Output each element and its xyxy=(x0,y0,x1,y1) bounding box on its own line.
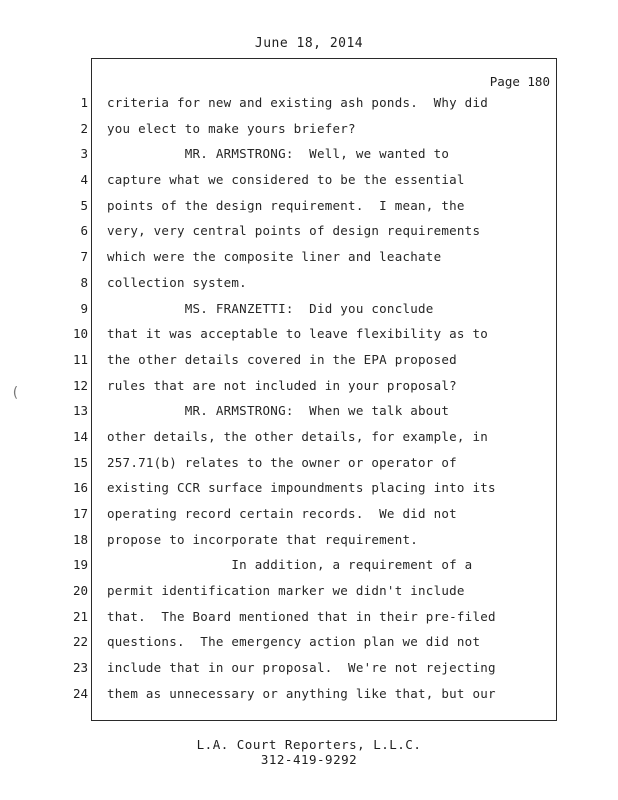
line-number: 22 xyxy=(72,634,88,650)
transcript-line: questions. The emergency action plan we did not xyxy=(107,634,481,650)
transcript-text xyxy=(107,96,547,713)
line-number: 6 xyxy=(80,223,88,239)
line-number: 3 xyxy=(80,146,88,162)
line-number: 19 xyxy=(72,557,88,573)
transcript-line: other details, the other details, for example, in xyxy=(107,428,489,444)
line-number: 23 xyxy=(72,660,88,676)
line-number: 1 xyxy=(80,95,88,110)
line-number: 18 xyxy=(72,531,88,547)
line-number: 20 xyxy=(72,583,88,599)
page-number: Page 180 xyxy=(489,74,550,89)
line-number: 13 xyxy=(72,403,88,419)
line-number: 17 xyxy=(72,506,88,521)
transcript-line: points of the design requirement. I mean, the xyxy=(107,197,465,213)
transcript-line: operating record certain records. We did not xyxy=(107,506,457,521)
transcript-line: capture what we considered to be the essential xyxy=(107,172,465,188)
transcript-line: which were the composite liner and leachate xyxy=(107,249,442,265)
line-number: 14 xyxy=(72,428,88,444)
line-number: 16 xyxy=(72,480,88,496)
transcript-line: permit identification marker we didn't include xyxy=(107,583,465,599)
transcript-line: you elect to make yours briefer? xyxy=(107,120,356,136)
transcript-line: MS. FRANZETTI: Did you conclude xyxy=(107,300,434,316)
line-number: 7 xyxy=(80,249,88,265)
transcript-line: existing CCR surface impoundments placing into its xyxy=(107,480,496,496)
line-number: 2 xyxy=(80,120,88,136)
transcript-line: that it was acceptable to leave flexibility as to xyxy=(107,326,489,342)
transcript-line: In addition, a requirement of a xyxy=(107,557,473,573)
transcript-line: collection system. xyxy=(107,274,247,290)
transcript-line: them as unnecessary or anything like that, but our xyxy=(107,685,496,701)
line-number: 12 xyxy=(72,377,88,393)
transcript-line: that. The Board mentioned that in their pre-filed xyxy=(107,608,496,624)
header-date: June 18, 2014 xyxy=(254,36,364,51)
transcript-line: rules that are not included in your proposal? xyxy=(107,377,457,393)
line-number: 9 xyxy=(80,300,88,316)
transcript-line: include that in our proposal. We're not rejecting xyxy=(107,660,496,676)
transcript-line: MR. ARMSTRONG: Well, we wanted to xyxy=(107,146,450,162)
line-number-column xyxy=(60,96,88,713)
line-number: 10 xyxy=(72,326,88,342)
transcript-line: the other details covered in the EPA proposed xyxy=(107,351,457,367)
transcript-line: propose to incorporate that requirement. xyxy=(107,531,419,547)
line-number: 15 xyxy=(72,454,88,470)
line-number: 5 xyxy=(80,197,88,213)
transcript-line: 257.71(b) relates to the owner or operator of xyxy=(107,454,457,470)
footer-phone: 312-419-9292 xyxy=(260,752,358,767)
transcript-line: very, very central points of design requirements xyxy=(107,223,481,239)
line-number: 24 xyxy=(72,685,88,701)
transcript-line: criteria for new and existing ash ponds. Why did xyxy=(107,95,489,110)
scan-artifact-mark: ( xyxy=(11,385,20,401)
transcript-line: MR. ARMSTRONG: When we talk about xyxy=(107,403,450,419)
line-number: 4 xyxy=(80,172,88,188)
line-number: 11 xyxy=(72,351,88,367)
line-number: 8 xyxy=(80,274,88,290)
line-number: 21 xyxy=(72,608,88,624)
footer-company: L.A. Court Reporters, L.L.C. xyxy=(196,737,422,752)
